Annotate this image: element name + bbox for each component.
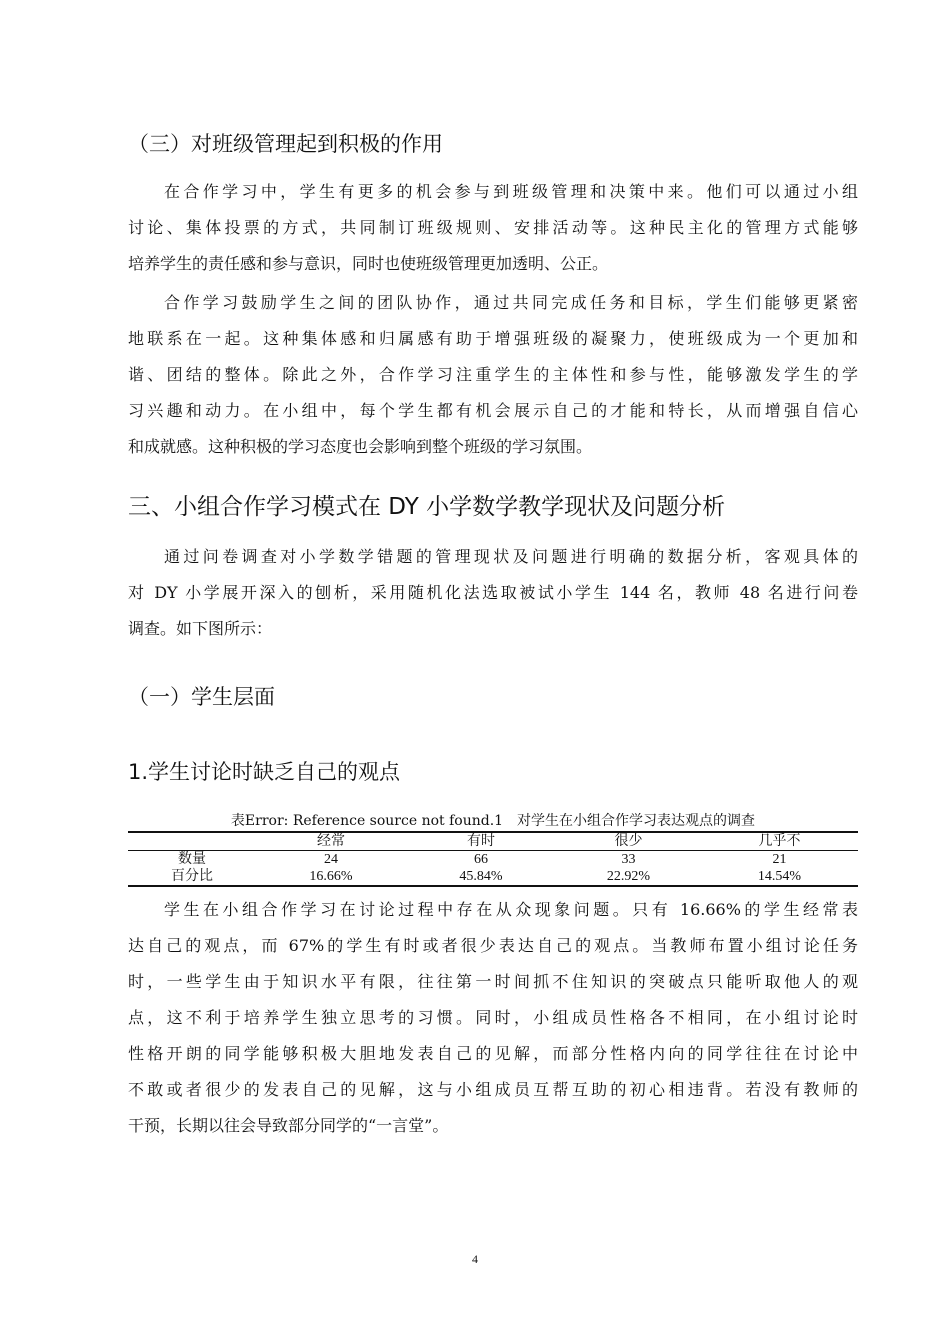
table-header-cell: 几乎不 xyxy=(758,834,801,849)
text-line: 地联系在一起。这种集体感和归属感有助于增强班级的凝聚力，使班级成为一个更加和 xyxy=(128,329,858,348)
table-cell: 24 xyxy=(324,852,338,867)
text-line: 对 DY 小学展开深入的刨析，采用随机化法选取被试小学生 144 名，教师 48 名进行问卷 xyxy=(128,583,858,602)
text-line: 性格开朗的同学能够积极大胆地发表自己的见解，而部分性格内向的同学往往在讨论中 xyxy=(128,1044,858,1063)
text-line: 在合作学习中，学生有更多的机会参与到班级管理和决策中来。他们可以通过小组 xyxy=(164,182,858,201)
subsection-heading-students: （一）学生层面 xyxy=(128,685,275,709)
table-row xyxy=(128,868,858,886)
text-line: 习兴趣和动力。在小组中，每个学生都有机会展示自己的才能和特长，从而增强自信心 xyxy=(128,401,858,420)
paragraph-survey-intro xyxy=(128,539,858,647)
table-header-cell: 很少 xyxy=(614,834,643,849)
text-line: 时，一些学生由于知识水平有限，往往第一时间抓不住知识的突破点只能听取他人的观 xyxy=(128,972,858,991)
paragraph-class-management-1 xyxy=(128,174,858,282)
item-heading-lack-of-opinion: 1.学生讨论时缺乏自己的观点 xyxy=(128,760,401,784)
text-line: 通过问卷调查对小学数学错题的管理现状及问题进行明确的数据分析，客观具体的 xyxy=(164,547,858,566)
table-cell: 14.54% xyxy=(757,869,802,884)
table-cell: 66 xyxy=(474,852,488,867)
text-line: 谐、团结的整体。除此之外，合作学习注重学生的主体性和参与性，能够激发学生的学 xyxy=(128,365,858,384)
table-cell: 百分比 xyxy=(171,869,213,884)
table-header-row xyxy=(128,832,858,851)
table-cell: 33 xyxy=(621,852,636,867)
section-heading-class-management: （三）对班级管理起到积极的作用 xyxy=(128,132,443,156)
page-number: 4 xyxy=(472,1252,478,1266)
text-line: 合作学习鼓励学生之间的团队协作，通过共同完成任务和目标，学生们能够更紧密 xyxy=(164,293,858,312)
table-row xyxy=(128,851,858,869)
table-header-cell: 经常 xyxy=(317,834,345,849)
table-header-cell xyxy=(128,832,256,851)
text-line: 干预，长期以往会导致部分同学的“一言堂”。 xyxy=(128,1116,449,1135)
text-line: 讨论、集体投票的方式，共同制订班级规则、安排活动等。这种民主化的管理方式能够 xyxy=(128,218,858,237)
text-line: 学生在小组合作学习在讨论过程中存在从众现象问题。只有 16.66%的学生经常表 xyxy=(164,900,858,919)
text-line: 培养学生的责任感和参与意识，同时也使班级管理更加透明、公正。 xyxy=(128,254,609,273)
table-caption: 表Error: Reference source not found.1 对学生在小组合作学习表达观点的调查 xyxy=(230,813,756,829)
survey-table xyxy=(128,831,858,887)
paragraph-conformity-problem xyxy=(128,892,858,1144)
text-line: 达自己的观点，而 67%的学生有时或者很少表达自己的观点。当教师布置小组讨论任务 xyxy=(128,936,858,955)
text-line: 点，这不利于培养学生独立思考的习惯。同时，小组成员性格各不相同，在小组讨论时 xyxy=(128,1008,858,1027)
text-line: 和成就感。这种积极的学习态度也会影响到整个班级的学习氛围。 xyxy=(128,437,593,456)
table-cell: 16.66% xyxy=(309,869,353,884)
text-line: 调查。如下图所示： xyxy=(128,619,273,638)
table-cell: 45.84% xyxy=(459,869,503,884)
table-header-cell: 有时 xyxy=(467,834,495,849)
table-cell: 21 xyxy=(772,852,787,867)
chapter-heading-status-analysis: 三、小组合作学习模式在 DY 小学数学教学现状及问题分析 xyxy=(128,494,726,520)
paragraph-class-management-2 xyxy=(128,285,858,465)
table-cell: 数量 xyxy=(178,852,206,867)
text-line: 不敢或者很少的发表自己的见解，这与小组成员互帮互助的初心相违背。若没有教师的 xyxy=(128,1080,858,1099)
table-cell: 22.92% xyxy=(606,869,651,884)
